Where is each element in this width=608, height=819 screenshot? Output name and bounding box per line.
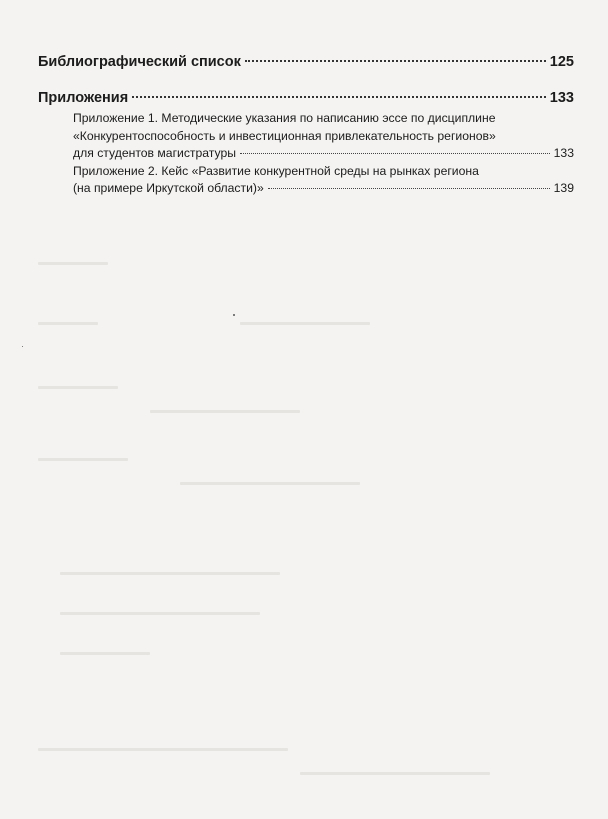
toc-entry-bibliography[interactable] (38, 52, 574, 72)
toc-entry-label: Библиографический список (38, 54, 241, 70)
toc-page-number: 133 (549, 90, 574, 106)
toc-entry-label: Приложения (38, 90, 129, 106)
dot-leader (245, 60, 546, 62)
toc-entry-line: Приложение 1. Методические указания по написанию эссе по дисциплине (73, 111, 496, 125)
toc-entry-last-line (73, 180, 574, 198)
ghost-mark (300, 772, 490, 775)
ghost-mark (180, 482, 360, 485)
toc-entry-appendix-1[interactable] (73, 110, 574, 163)
toc-entry-appendix-2[interactable] (73, 163, 574, 198)
table-of-contents (38, 52, 574, 198)
ghost-mark (60, 652, 150, 655)
toc-entry-line: «Конкурентоспособность и инвестиционная привлекательность регионов» (73, 128, 496, 143)
ghost-mark (240, 322, 370, 325)
dot-leader (268, 188, 550, 189)
ghost-mark (60, 612, 260, 615)
toc-entry-last-line (73, 145, 574, 163)
paper-speck (22, 346, 23, 347)
ghost-mark (38, 748, 288, 751)
ghost-mark (150, 410, 300, 413)
ghost-mark (60, 572, 280, 575)
ghost-mark (38, 386, 118, 389)
dot-leader (132, 96, 546, 98)
ghost-mark (38, 322, 98, 325)
ghost-mark (38, 458, 128, 461)
toc-entry-label: для студентов магистратуры (73, 146, 237, 160)
paper-speck (233, 314, 235, 316)
toc-entry-line: Приложение 2. Кейс «Развитие конкурентной среды на рынках региона (73, 163, 479, 178)
toc-page-number: 125 (549, 54, 574, 70)
toc-entry-label: (на примере Иркутской области)» (73, 181, 264, 195)
toc-entry-appendices[interactable] (38, 88, 574, 108)
dot-leader (240, 153, 550, 154)
toc-page-number: 139 (553, 181, 574, 195)
appendix-list (73, 110, 574, 198)
ghost-mark (38, 262, 108, 265)
toc-page-number: 133 (553, 146, 574, 160)
